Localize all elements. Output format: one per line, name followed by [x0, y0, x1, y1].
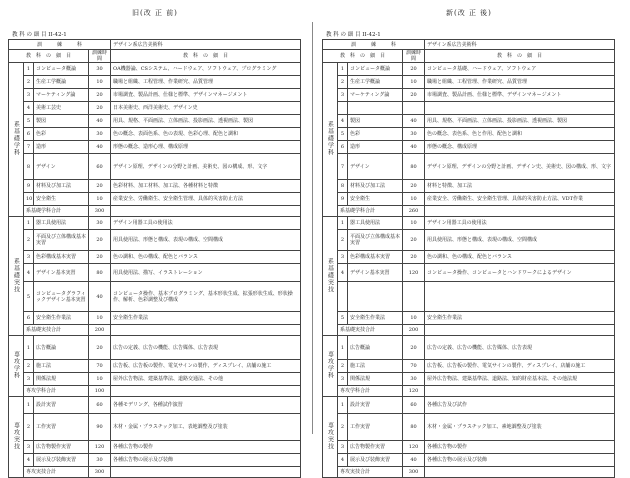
item-hours: 20	[89, 336, 111, 360]
center-divider	[312, 22, 313, 434]
item-hours	[403, 102, 425, 115]
item-description: 職場と組織、工程管理、作業研究、品質管理	[111, 76, 301, 89]
column-header-detail: 教 科 の 細 目	[111, 50, 301, 63]
total-empty	[111, 386, 301, 397]
group-label: 専攻実技	[326, 422, 334, 450]
item-description: 広告板、広告板の製作、電気サインの製作、ディスプレイ、店舗の施工	[425, 360, 615, 373]
item-description: コンピュータ操作、コンピュータとハンドワークによるデザイン	[425, 264, 615, 282]
item-hours: 90	[89, 414, 111, 441]
item-title: 広告物製作実習	[348, 441, 403, 454]
item-number: 3	[24, 441, 34, 454]
item-number: 1	[24, 336, 34, 360]
total-hours: 100	[89, 386, 111, 397]
item-hours: 120	[89, 441, 111, 454]
total-row	[9, 386, 301, 397]
table-row	[323, 76, 615, 89]
table-row	[323, 454, 615, 467]
column-header-row	[323, 50, 615, 63]
item-number: 2	[24, 414, 34, 441]
item-title: 色彩構成基本実習	[348, 251, 403, 264]
total-row	[9, 325, 301, 336]
item-description: 屋外広告物法、建築基準法、道路法、知的財産基本法、その他法規	[425, 373, 615, 386]
total-empty	[111, 467, 301, 478]
item-number: 9	[24, 180, 34, 193]
item-description: コンピュータ操作、基本プログラミング、基本形状生成、拡張形状生成、形状操作、解析、色彩調整及び構成	[111, 282, 301, 312]
item-title	[348, 102, 403, 115]
item-description: 色の調和、色の構成、配色とバランス	[111, 251, 301, 264]
item-description: 形態の概念、造形心理、構成原理	[111, 141, 301, 154]
item-hours: 30	[89, 63, 111, 76]
item-number: 10	[24, 193, 34, 206]
item-description: 用具使用法、描写、イラストレーション	[111, 264, 301, 282]
item-description: 安全衛生作業法	[425, 312, 615, 325]
item-description	[425, 282, 615, 312]
item-description: 形態の概念、構成原理	[425, 141, 615, 154]
item-number: 1	[338, 397, 348, 414]
item-title: デザイン	[34, 154, 89, 180]
item-number: 6	[24, 312, 34, 325]
table-row	[323, 414, 615, 441]
item-hours: 30	[89, 128, 111, 141]
item-description: コンピュータ基礎、ハードウェア、ソフトウェア	[425, 63, 615, 76]
item-number: 2	[338, 230, 348, 251]
table-row	[9, 115, 301, 128]
item-hours: 20	[89, 230, 111, 251]
table-row	[323, 102, 615, 115]
item-number: 6	[338, 141, 348, 154]
total-hours: 260	[403, 206, 425, 217]
group-label: 専攻学科	[326, 351, 334, 379]
item-title: 設計実習	[34, 397, 89, 414]
total-label: 系基礎学科合計	[338, 206, 403, 217]
item-number: 1	[338, 336, 348, 360]
group-label: 系基礎実技	[12, 257, 20, 293]
table-row	[323, 397, 615, 414]
item-hours: 30	[403, 373, 425, 386]
item-number: 7	[338, 154, 348, 180]
item-hours: 70	[89, 360, 111, 373]
item-description: 広告の定義、広告の機能、広告媒体、広告表現	[425, 336, 615, 360]
item-number: 3	[338, 373, 348, 386]
table-row	[9, 217, 301, 230]
table-row	[323, 154, 615, 180]
group-label-cell	[323, 336, 338, 397]
total-empty	[111, 206, 301, 217]
before-curriculum-table	[8, 39, 301, 478]
total-label: 専攻実技合計	[24, 467, 89, 478]
group-label: 専攻実技	[12, 422, 20, 450]
item-number: 3	[24, 251, 34, 264]
item-hours: 10	[89, 373, 111, 386]
item-title	[348, 282, 403, 312]
item-hours	[403, 282, 425, 312]
item-description: デザイン原理、デザインの分野と計画、デザイン史、美術史、図の構成、形、文字	[425, 154, 615, 180]
group-label-cell	[9, 63, 24, 217]
table-row	[9, 251, 301, 264]
item-title: 工作実習	[34, 414, 89, 441]
table-row	[323, 193, 615, 206]
item-hours: 30	[89, 217, 111, 230]
item-title: 製図	[348, 115, 403, 128]
item-title: コンピュータ概論	[348, 63, 403, 76]
column-header-item: 教 科 の 細 目	[323, 50, 403, 63]
item-number: 1	[338, 217, 348, 230]
item-hours: 10	[89, 312, 111, 325]
total-empty	[425, 386, 615, 397]
item-hours: 60	[89, 397, 111, 414]
item-description: 市場調査、製品計画、仕様と標準、デザインマネージメント	[425, 89, 615, 102]
table-row	[9, 373, 301, 386]
item-description: 用具、規格、平面画法、立体画法、投影画法、透視画法、製図	[111, 115, 301, 128]
item-number: 3	[338, 441, 348, 454]
total-label: 専攻実技合計	[338, 467, 403, 478]
item-hours: 30	[89, 454, 111, 467]
item-number: 4	[338, 454, 348, 467]
item-description: 各種広告物の製作	[425, 441, 615, 454]
table-row	[323, 115, 615, 128]
total-hours: 300	[89, 206, 111, 217]
item-number: 4	[24, 102, 34, 115]
item-title: 広告物製作実習	[34, 441, 89, 454]
total-row	[323, 386, 615, 397]
item-title: 材料及び加工法	[34, 180, 89, 193]
group-label: 系基礎実技	[326, 257, 334, 293]
item-hours: 60	[89, 154, 111, 180]
table-row	[323, 336, 615, 360]
item-number: 2	[24, 360, 34, 373]
item-number: 3	[24, 89, 34, 102]
item-hours: 80	[403, 414, 425, 441]
item-hours: 10	[403, 76, 425, 89]
total-empty	[425, 206, 615, 217]
item-hours: 120	[403, 441, 425, 454]
table-row	[323, 312, 615, 325]
item-title: 色彩	[34, 128, 89, 141]
item-number: 4	[24, 264, 34, 282]
group-label: 専攻学科	[12, 351, 20, 379]
group-label-cell	[9, 397, 24, 478]
item-description: 各種モデリング、各種試作演習	[111, 397, 301, 414]
table-row	[9, 89, 301, 102]
item-hours: 20	[403, 180, 425, 193]
item-description: 市場調査、製品計画、仕様と標準、デザインマネージメント	[111, 89, 301, 102]
item-description: 屋外広告物法、建築基準法、道路交通法、その他	[111, 373, 301, 386]
item-title: 施工法	[34, 360, 89, 373]
item-title: 器工具使用法	[348, 217, 403, 230]
total-hours: 200	[89, 325, 111, 336]
table-row	[323, 251, 615, 264]
item-description: 木材・金属・プラスチック加工、素地調整及び塗装	[425, 414, 615, 441]
item-number: 2	[24, 76, 34, 89]
table-row	[9, 336, 301, 360]
item-hours: 20	[403, 336, 425, 360]
subject-row	[323, 40, 615, 50]
item-title: 工作実習	[348, 414, 403, 441]
item-title: 安全衛生作業法	[34, 312, 89, 325]
item-description: 木材・金属・プラスチック加工、表地調整及び塗装	[111, 414, 301, 441]
item-hours: 20	[89, 180, 111, 193]
item-description: 用具、規格、平面画法、立体画法、投影画法、透視画法、製図	[425, 115, 615, 128]
total-empty	[425, 467, 615, 478]
item-title: 平面及び立体構成基本実習	[34, 230, 89, 251]
item-number: 4	[338, 264, 348, 282]
table-row	[323, 141, 615, 154]
item-hours: 40	[403, 454, 425, 467]
group-label-cell	[323, 397, 338, 478]
item-description: 色の調和、色の構成、配色とバランス	[425, 251, 615, 264]
item-number: 1	[338, 63, 348, 76]
item-hours: 40	[89, 115, 111, 128]
table-row	[9, 63, 301, 76]
item-hours: 80	[89, 264, 111, 282]
item-number: 5	[338, 312, 348, 325]
total-empty	[111, 325, 301, 336]
after-curriculum-table	[322, 39, 615, 478]
item-title: 造形	[348, 141, 403, 154]
table-row	[9, 264, 301, 282]
item-number: 1	[24, 217, 34, 230]
subject-name: デザイン系広告美術科	[111, 40, 301, 50]
item-hours: 20	[89, 251, 111, 264]
table-row	[323, 282, 615, 312]
column-header-hours: 訓練時間	[89, 50, 111, 63]
table-row	[9, 76, 301, 89]
total-empty	[425, 325, 615, 336]
item-description: 色の概念、表面色系、色の表現、色彩心理、配色と調和	[111, 128, 301, 141]
table-row	[9, 312, 301, 325]
item-number: 5	[24, 115, 34, 128]
item-description: 日本美術史、西洋美術史、デザイン史	[111, 102, 301, 115]
total-label: 専攻学科合計	[338, 386, 403, 397]
item-hours: 40	[89, 282, 111, 312]
item-hours: 70	[403, 360, 425, 373]
table-row	[9, 102, 301, 115]
item-title: マーケティング論	[34, 89, 89, 102]
table-row	[323, 441, 615, 454]
item-hours: 80	[403, 154, 425, 180]
table-row	[9, 128, 301, 141]
item-title: 材料及び加工法	[348, 180, 403, 193]
item-hours: 10	[403, 217, 425, 230]
group-label-cell	[9, 217, 24, 336]
total-label: 系基礎実技合計	[338, 325, 403, 336]
item-description: 産業安全、労働衛生、安全衛生管理、具体的災害防止方法、VDT作業	[425, 193, 615, 206]
item-title: 展示及び装飾実習	[34, 454, 89, 467]
item-title: 安全衛生	[348, 193, 403, 206]
item-description: 材料と特徴、加工法	[425, 180, 615, 193]
item-hours: 20	[403, 230, 425, 251]
total-label: 系基礎実技合計	[24, 325, 89, 336]
item-hours: 20	[403, 63, 425, 76]
table-row	[323, 264, 615, 282]
total-hours: 200	[403, 325, 425, 336]
total-row	[323, 467, 615, 478]
item-title: コンピュータグラフィックデザイン基本実習	[34, 282, 89, 312]
item-title: 施工法	[348, 360, 403, 373]
item-description: 広告の定義、広告の機能、広告媒体、広告表現	[111, 336, 301, 360]
item-number: 9	[338, 193, 348, 206]
item-number: 2	[338, 414, 348, 441]
table-row	[9, 193, 301, 206]
group-label-cell	[323, 217, 338, 336]
subject-label: 訓 練 科	[323, 40, 425, 50]
table-row	[323, 373, 615, 386]
table-row	[323, 230, 615, 251]
item-hours: 10	[403, 193, 425, 206]
item-hours: 40	[89, 141, 111, 154]
total-hours: 300	[403, 467, 425, 478]
item-title: 色彩構成基本実習	[34, 251, 89, 264]
item-number: 8	[24, 154, 34, 180]
item-description: 広告板、広告板の製作、電気サインの製作、ディスプレイ、店舗の施工	[111, 360, 301, 373]
total-row	[323, 325, 615, 336]
before-doc-title: 旧(改 正 前)	[132, 9, 178, 17]
column-header-row	[9, 50, 301, 63]
table-row	[9, 454, 301, 467]
table-row	[9, 154, 301, 180]
total-label: 専攻学科合計	[24, 386, 89, 397]
group-label: 系基礎学科	[326, 121, 334, 156]
subject-row	[9, 40, 301, 50]
after-header-label: 教 科 の 細 目 II-42-1	[326, 32, 381, 38]
item-description	[425, 102, 615, 115]
item-title: 関係法規	[348, 373, 403, 386]
item-title: 生産工学概論	[348, 76, 403, 89]
item-title: 色彩	[348, 128, 403, 141]
table-row	[9, 180, 301, 193]
item-title: 関係法規	[34, 373, 89, 386]
item-title: 広告概論	[348, 336, 403, 360]
total-label: 系基礎学科合計	[24, 206, 89, 217]
item-number: 7	[24, 141, 34, 154]
item-hours: 20	[89, 89, 111, 102]
item-title: 安全衛生	[34, 193, 89, 206]
item-number: 5	[338, 128, 348, 141]
item-number: 1	[24, 397, 34, 414]
item-hours: 40	[403, 115, 425, 128]
total-row	[9, 206, 301, 217]
before-header-label: 教 科 の 細 目 II-42-1	[12, 32, 67, 38]
item-hours: 40	[403, 141, 425, 154]
table-row	[9, 360, 301, 373]
item-number: 2	[338, 76, 348, 89]
item-title: 設計実習	[348, 397, 403, 414]
after-doc-title: 新(改 正 後)	[446, 9, 492, 17]
table-row	[9, 230, 301, 251]
table-row	[323, 128, 615, 141]
item-description: 用具使用法、形態と構成、表現の構成、空間構成	[425, 230, 615, 251]
item-hours: 120	[403, 264, 425, 282]
item-description: 各種広告及び試作	[425, 397, 615, 414]
table-row	[9, 397, 301, 414]
item-hours: 20	[403, 89, 425, 102]
item-number: 2	[24, 230, 34, 251]
item-description: 色彩材料、加工材料、加工法、各種材料と特徴	[111, 180, 301, 193]
item-number	[338, 102, 348, 115]
item-description: OA機器論、CSシステム、ハードウェア、ソフトウェア、プログラミング	[111, 63, 301, 76]
subject-label: 訓 練 科	[9, 40, 111, 50]
item-hours: 20	[89, 102, 111, 115]
total-row	[323, 206, 615, 217]
total-row	[9, 467, 301, 478]
item-hours: 30	[403, 128, 425, 141]
item-title: 器工具使用法	[34, 217, 89, 230]
group-label-cell	[9, 336, 24, 397]
item-number: 2	[338, 360, 348, 373]
item-description: 用具使用法、形態と構成、表現の構成、空間構成	[111, 230, 301, 251]
item-number: 6	[24, 128, 34, 141]
item-hours: 10	[89, 76, 111, 89]
column-header-hours: 訓練時間	[403, 50, 425, 63]
item-title: 製図	[34, 115, 89, 128]
item-number: 4	[338, 115, 348, 128]
item-title: デザイン	[348, 154, 403, 180]
item-hours: 10	[89, 193, 111, 206]
item-description: デザイン原理、デザインの分野と計画、美術史、図の構成、形、文字	[111, 154, 301, 180]
item-number: 4	[24, 454, 34, 467]
item-title: 生産工学概論	[34, 76, 89, 89]
item-number: 3	[24, 373, 34, 386]
table-row	[323, 360, 615, 373]
item-title: マーケティング論	[348, 89, 403, 102]
item-description: デザイン用器工具の使用法	[425, 217, 615, 230]
subject-name: デザイン系広告美術科	[425, 40, 615, 50]
item-hours: 10	[403, 312, 425, 325]
item-description: デザイン用器工具の使用法	[111, 217, 301, 230]
item-title: 展示及び装飾実習	[348, 454, 403, 467]
table-row	[9, 441, 301, 454]
group-label: 系基礎学科	[12, 121, 20, 156]
table-row	[323, 180, 615, 193]
item-number: 3	[338, 251, 348, 264]
item-title: 美術工芸史	[34, 102, 89, 115]
item-description: 各種広告物の製作	[111, 441, 301, 454]
item-number: 3	[338, 89, 348, 102]
item-title: デザイン基本実習	[34, 264, 89, 282]
item-title: 平面及び立体構成基本実習	[348, 230, 403, 251]
item-title: 広告概論	[34, 336, 89, 360]
group-label-cell	[323, 63, 338, 217]
item-title: 造形	[34, 141, 89, 154]
total-hours: 120	[403, 386, 425, 397]
table-row	[9, 141, 301, 154]
item-number	[338, 282, 348, 312]
item-title: コンピュータ概論	[34, 63, 89, 76]
item-description: 色の概念、表色系、色と作用、配色と調和	[425, 128, 615, 141]
item-description: 各種広告物の展示及び装飾	[111, 454, 301, 467]
table-row	[9, 414, 301, 441]
table-row	[323, 217, 615, 230]
item-number: 5	[24, 282, 34, 312]
item-title: 安全衛生作業法	[348, 312, 403, 325]
table-row	[323, 89, 615, 102]
table-row	[323, 63, 615, 76]
item-title: デザイン基本実習	[348, 264, 403, 282]
column-header-detail: 教 科 の 細 目	[425, 50, 615, 63]
item-description: 職場と組織、工程管理、作業研究、品質管理	[425, 76, 615, 89]
item-number: 8	[338, 180, 348, 193]
item-description: 安全衛生作業法	[111, 312, 301, 325]
column-header-item: 教 科 の 細 目	[9, 50, 89, 63]
table-row	[9, 282, 301, 312]
item-number: 1	[24, 63, 34, 76]
item-hours: 20	[403, 251, 425, 264]
item-hours: 60	[403, 397, 425, 414]
total-hours: 300	[89, 467, 111, 478]
item-description: 各種広告物の展示及び装飾	[425, 454, 615, 467]
item-description: 産業安全、労働衛生、安全衛生管理、具体的災害防止方法	[111, 193, 301, 206]
